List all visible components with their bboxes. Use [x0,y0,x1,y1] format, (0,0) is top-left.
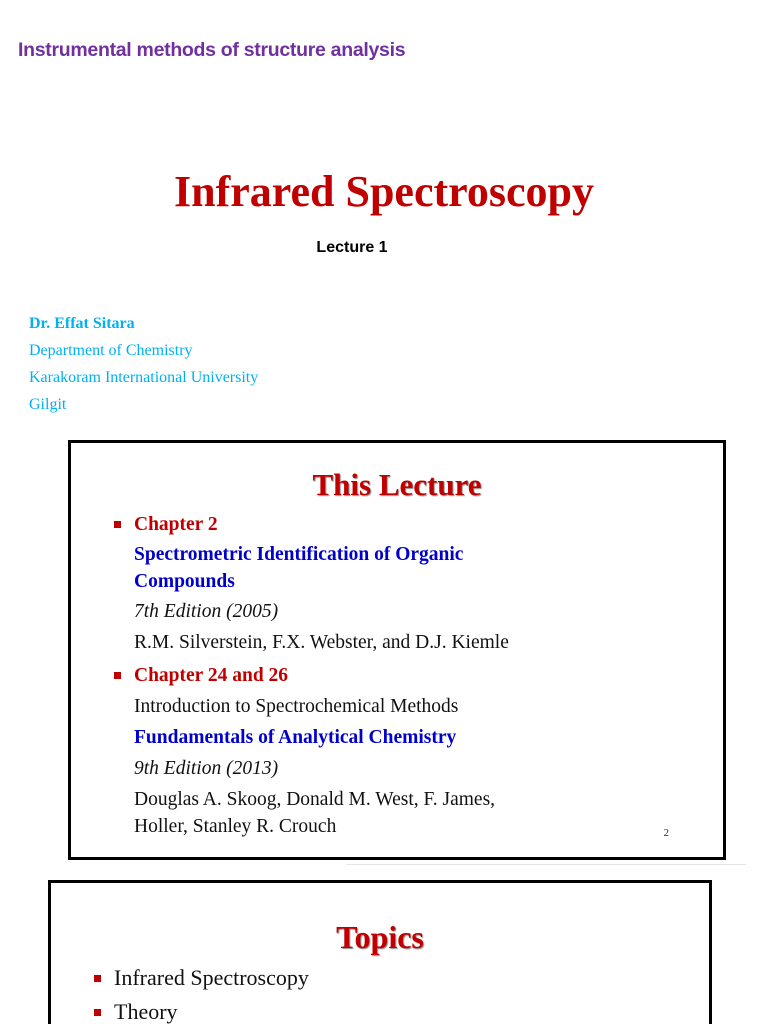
bullet-square-icon [114,672,121,679]
author-department: Department of Chemistry [29,342,193,359]
book-b-title: Fundamentals of Analytical Chemistry [134,727,457,748]
chapter-a: Chapter 2 [134,514,218,535]
slide-title: This Lecture [312,467,482,502]
bullet-square-icon [114,521,121,528]
lecture-number: Lecture 1 [316,239,388,256]
author-city: Gilgit [29,396,67,413]
slide-title: Topics [336,919,424,955]
slide-topics [48,880,712,1024]
book-b-authors-line2: Holler, Stanley R. Crouch [134,816,337,837]
book-a-title-line2: Compounds [134,571,235,592]
slide-page-number: 2 [663,827,669,839]
slide-this-lecture [68,440,726,860]
book-a-title-line1: Spectrometric Identification of Organic [134,544,464,565]
book-a-authors: R.M. Silverstein, F.X. Webster, and D.J. Kiemle [134,632,509,653]
course-title: Instrumental methods of structure analysis [18,39,406,61]
bullet-square-icon [94,975,101,982]
topic-item: Infrared Spectroscopy [114,965,309,990]
author-block [29,310,258,418]
author-name: Dr. Effat Sitara [29,315,135,332]
divider [346,864,746,865]
author-university: Karakoram International University [29,369,259,386]
book-b-edition: 9th Edition (2013) [134,758,279,779]
page-title: Infrared Spectroscopy [173,167,595,216]
book-b-authors-line1: Douglas A. Skoog, Donald M. West, F. James, [134,789,496,810]
topic-b: Introduction to Spectrochemical Methods [134,696,459,717]
book-a-edition: 7th Edition (2005) [134,601,279,622]
topic-item: Theory [114,999,178,1024]
chapter-b: Chapter 24 and 26 [134,665,289,686]
bullet-square-icon [94,1009,101,1016]
